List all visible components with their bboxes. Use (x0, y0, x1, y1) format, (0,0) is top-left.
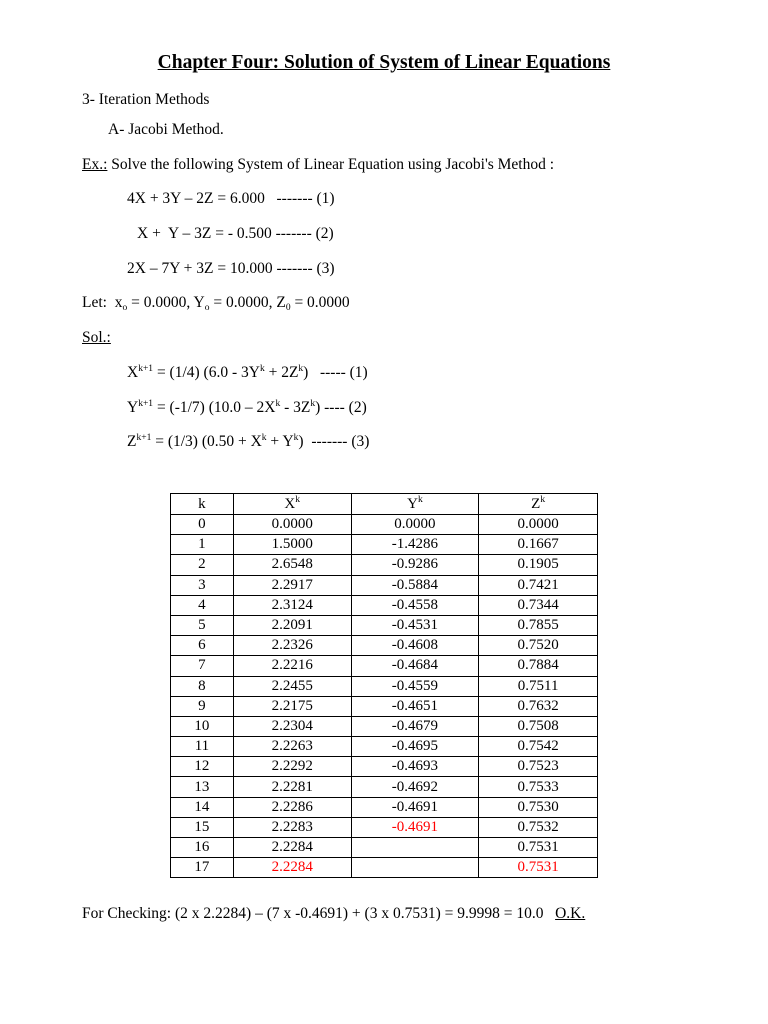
cell-k: 7 (171, 656, 234, 676)
equation-2: X + Y – 3Z = - 0.500 ------- (2) (137, 225, 334, 242)
cell-z: 0.1905 (479, 555, 598, 575)
cell-y: -0.4651 (351, 696, 479, 716)
iteration-table (170, 493, 598, 878)
cell-k: 0 (171, 515, 234, 535)
checking-line (82, 905, 585, 923)
cell-x: 2.2216 (233, 656, 351, 676)
page-title: Chapter Four: Solution of System of Linear Equations (157, 52, 611, 73)
cell-y: -0.4531 (351, 615, 479, 635)
cell-z: 0.1667 (479, 535, 598, 555)
equation-1: 4X + 3Y – 2Z = 6.000 ------- (1) (127, 190, 335, 207)
table-row (171, 615, 598, 635)
table-row (171, 797, 598, 817)
cell-k: 8 (171, 676, 234, 696)
cell-x: 2.2326 (233, 636, 351, 656)
cell-z: 0.7632 (479, 696, 598, 716)
solution-label: Sol.: (82, 329, 111, 346)
formula-z: $Z^{k+1} = (1/3) (0.50 + X^k + Y^k)$ ------- (3) (127, 433, 370, 450)
cell-y: -0.4608 (351, 636, 479, 656)
header-x: $X^k$ (233, 494, 351, 515)
cell-y: -1.4286 (351, 535, 479, 555)
cell-y: -0.4559 (351, 676, 479, 696)
cell-y: -0.4679 (351, 716, 479, 736)
cell-z: 0.7344 (479, 595, 598, 615)
table-row (171, 595, 598, 615)
cell-x: 2.2917 (233, 575, 351, 595)
table-row (171, 515, 598, 535)
cell-z: 0.7855 (479, 615, 598, 635)
cell-k: 13 (171, 777, 234, 797)
cell-z: 0.7511 (479, 676, 598, 696)
cell-x: 2.2263 (233, 737, 351, 757)
table-row (171, 838, 598, 858)
cell-y: -0.5884 (351, 575, 479, 595)
cell-x: 2.2284 (233, 838, 351, 858)
table-row (171, 757, 598, 777)
cell-x: 2.2286 (233, 797, 351, 817)
cell-x: 2.2175 (233, 696, 351, 716)
section-heading: 3- Iteration Methods (82, 91, 210, 108)
cell-k: 12 (171, 757, 234, 777)
cell-z: 0.7531 (479, 838, 598, 858)
cell-x: 2.3124 (233, 595, 351, 615)
formula-y: $Y^{k+1} = (-1/7)$ $(10.0 - 2X^k - 3Z^k)$ ---- (2) (127, 399, 367, 416)
cell-y (351, 858, 479, 878)
cell-x: 2.2455 (233, 676, 351, 696)
table-row (171, 737, 598, 757)
cell-z: 0.7533 (479, 777, 598, 797)
cell-x: 2.2292 (233, 757, 351, 777)
cell-y: -0.4692 (351, 777, 479, 797)
cell-x: 2.2091 (233, 615, 351, 635)
table-row (171, 535, 598, 555)
cell-y: -0.4695 (351, 737, 479, 757)
example-statement (82, 156, 554, 174)
cell-y: 0.0000 (351, 515, 479, 535)
cell-k: 5 (171, 615, 234, 635)
cell-y (351, 838, 479, 858)
cell-x: 2.2304 (233, 716, 351, 736)
table-row (171, 636, 598, 656)
table-row (171, 817, 598, 837)
table-row (171, 656, 598, 676)
cell-k: 11 (171, 737, 234, 757)
cell-z: 0.7520 (479, 636, 598, 656)
cell-z: 0.7530 (479, 797, 598, 817)
cell-x: 1.5000 (233, 535, 351, 555)
cell-x: 2.2284 (233, 858, 351, 878)
equation-3: 2X – 7Y + 3Z = 10.000 ------- (3) (127, 260, 335, 277)
cell-y: -0.4558 (351, 595, 479, 615)
cell-z: 0.7523 (479, 757, 598, 777)
cell-x: 2.2283 (233, 817, 351, 837)
formula-x: $X^{k+1} = (1/4)$ $(6.0 - 3Y^k + 2Z^k)$ ----- (1) (127, 364, 368, 381)
cell-y: -0.4684 (351, 656, 479, 676)
cell-z: 0.7532 (479, 817, 598, 837)
table-row (171, 716, 598, 736)
cell-k: 9 (171, 696, 234, 716)
table-row (171, 575, 598, 595)
table-row (171, 777, 598, 797)
cell-z: 0.7508 (479, 716, 598, 736)
table-row (171, 858, 598, 878)
cell-y: -0.4691 (351, 797, 479, 817)
cell-k: 2 (171, 555, 234, 575)
cell-x: 2.6548 (233, 555, 351, 575)
example-text: Solve the following System of Linear Equation using Jacobi's Method : (107, 156, 555, 173)
cell-k: 4 (171, 595, 234, 615)
cell-z: 0.7421 (479, 575, 598, 595)
table-row (171, 696, 598, 716)
cell-z: 0.0000 (479, 515, 598, 535)
ok-label: O.K. (555, 905, 586, 922)
table-header-row (171, 494, 598, 515)
header-k: k (171, 494, 234, 515)
cell-k: 16 (171, 838, 234, 858)
cell-k: 1 (171, 535, 234, 555)
table-row (171, 676, 598, 696)
cell-x: 0.0000 (233, 515, 351, 535)
header-y: $Y^k$ (351, 494, 479, 515)
cell-k: 10 (171, 716, 234, 736)
subsection-heading: A- Jacobi Method. (108, 121, 224, 138)
table-row (171, 555, 598, 575)
cell-k: 3 (171, 575, 234, 595)
cell-z: 0.7542 (479, 737, 598, 757)
cell-x: 2.2281 (233, 777, 351, 797)
cell-z: 0.7884 (479, 656, 598, 676)
example-label: Ex.: (82, 156, 108, 173)
cell-y: -0.9286 (351, 555, 479, 575)
checking-text: For Checking: (2 x 2.2284) – (7 x -0.4691) + (3 x 0.7531) = 9.9998 = 10.0 (82, 905, 544, 922)
cell-k: 17 (171, 858, 234, 878)
cell-y: -0.4691 (351, 817, 479, 837)
cell-z: 0.7531 (479, 858, 598, 878)
cell-y: -0.4693 (351, 757, 479, 777)
header-z: $Z^k$ (479, 494, 598, 515)
cell-k: 6 (171, 636, 234, 656)
cell-k: 14 (171, 797, 234, 817)
initial-values: Let: $x_o = 0.0000$, $Y_o = 0.0000$, $Z_0 = 0.0000$ (82, 294, 350, 313)
cell-k: 15 (171, 817, 234, 837)
